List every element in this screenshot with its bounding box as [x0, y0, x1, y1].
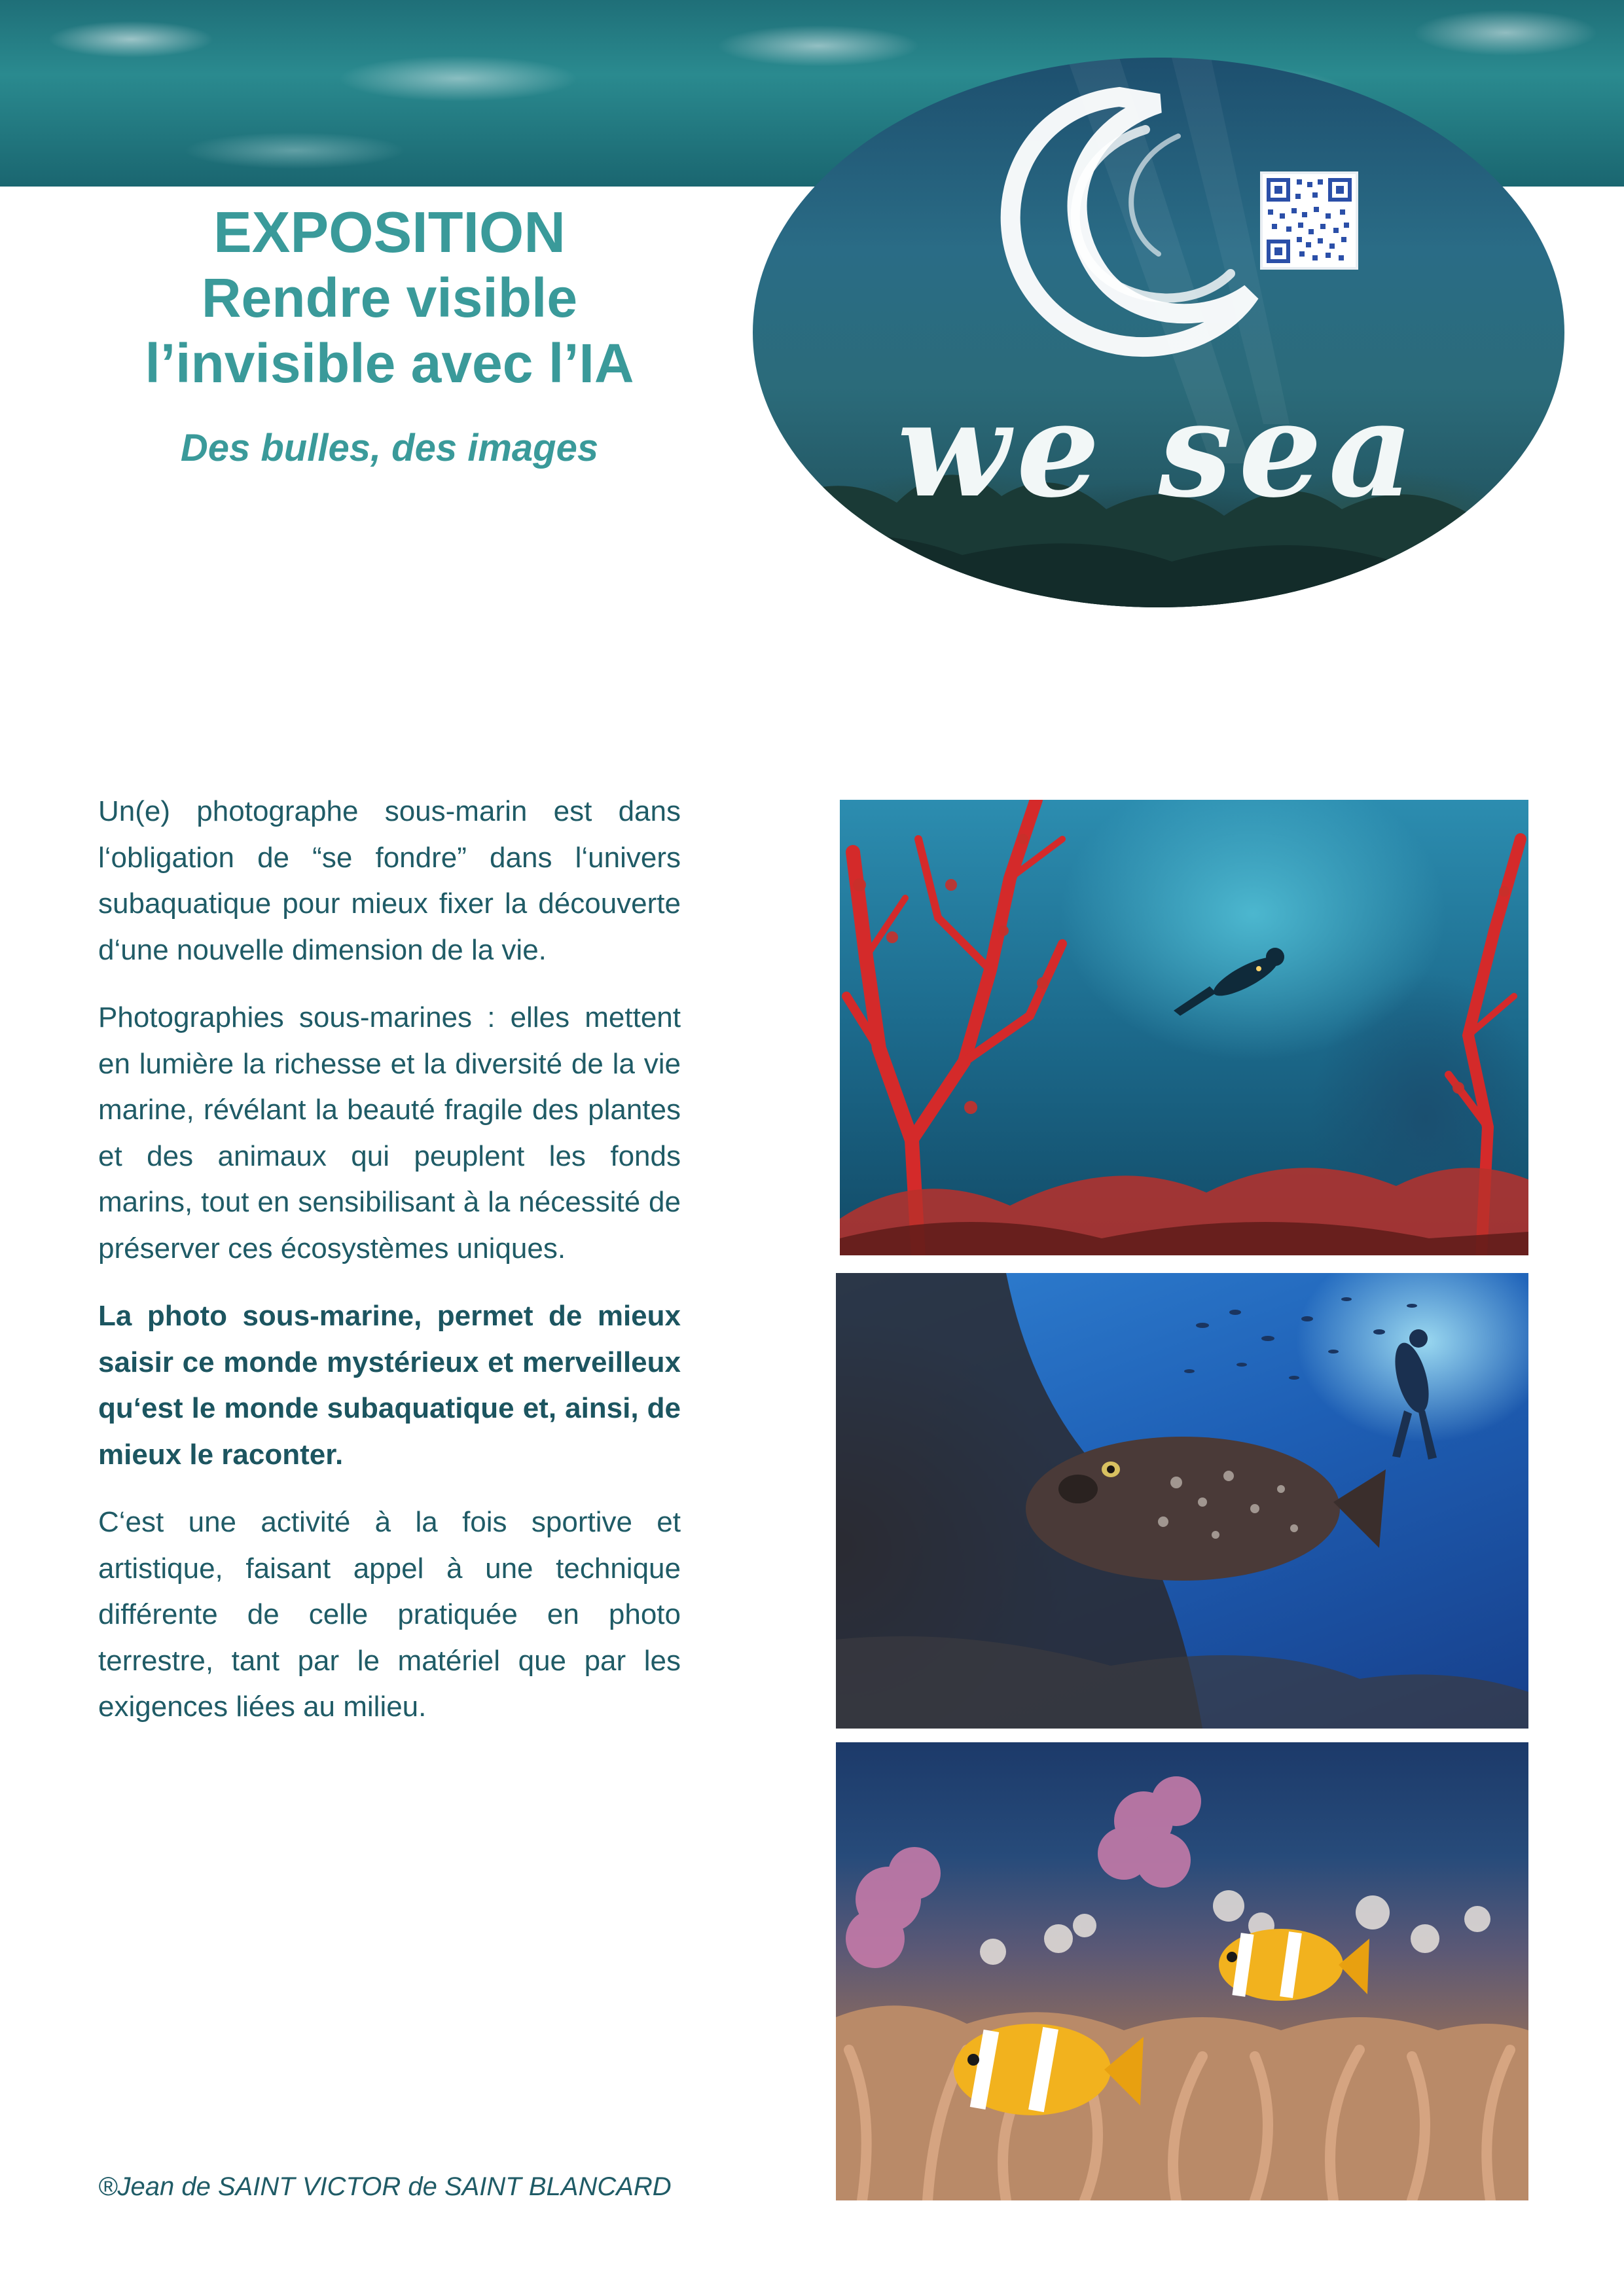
photo-credit: ®Jean de SAINT VICTOR de SAINT BLANCARD	[98, 2172, 672, 2201]
paragraph-highlight: La photo sous-marine, permet de mieux saisir ce monde mystérieux et merveilleux qu‘est le monde subaquatique et, ainsi, de mieux le raconter.	[98, 1300, 681, 1471]
exhibition-title-line-2: l’invisible avec l’IA	[145, 332, 634, 394]
qr-code-icon	[1263, 174, 1356, 267]
we-sea-wordmark: we sea	[897, 373, 1420, 527]
photo-red-coral-diver	[840, 800, 1528, 1255]
exhibition-description	[98, 789, 681, 1752]
exhibition-title-line-1: Rendre visible	[201, 267, 578, 329]
we-sea-logo	[753, 58, 1564, 607]
grouper-illustration	[836, 1273, 1528, 1729]
paragraph-activity: C‘est une activité à la fois sportive et artistique, faisant appel à une technique différente de celle pratiquée en photo terrestre, tant par le matériel que par les exigences liées au milieu.	[98, 1506, 681, 1723]
exhibition-heading: EXPOSITION	[213, 200, 566, 264]
red-coral-illustration	[840, 800, 1528, 1255]
qr-code[interactable]	[1260, 171, 1358, 270]
paragraph-underwater-photos: Photographies sous-marines : elles mettent en lumière la richesse et la diversité de la vie marine, révélant la beauté fragile des plantes et des animaux qui peuplent les fonds marins, tout en sensibilisant à la nécessité de préserver ces écosystèmes uniques.	[98, 1001, 681, 1265]
paragraph-photographer: Un(e) photographe sous-marin est dans l‘obligation de “se fondre” dans l‘univers subaquatique pour mieux fixer la découverte d‘une nouvelle dimension de la vie.	[98, 795, 681, 966]
photo-clownfish-anemone	[836, 1742, 1528, 2200]
exhibition-subtitle: Des bulles, des images	[180, 427, 599, 469]
photo-grouper-diver	[836, 1273, 1528, 1729]
clownfish-illustration	[836, 1742, 1528, 2200]
